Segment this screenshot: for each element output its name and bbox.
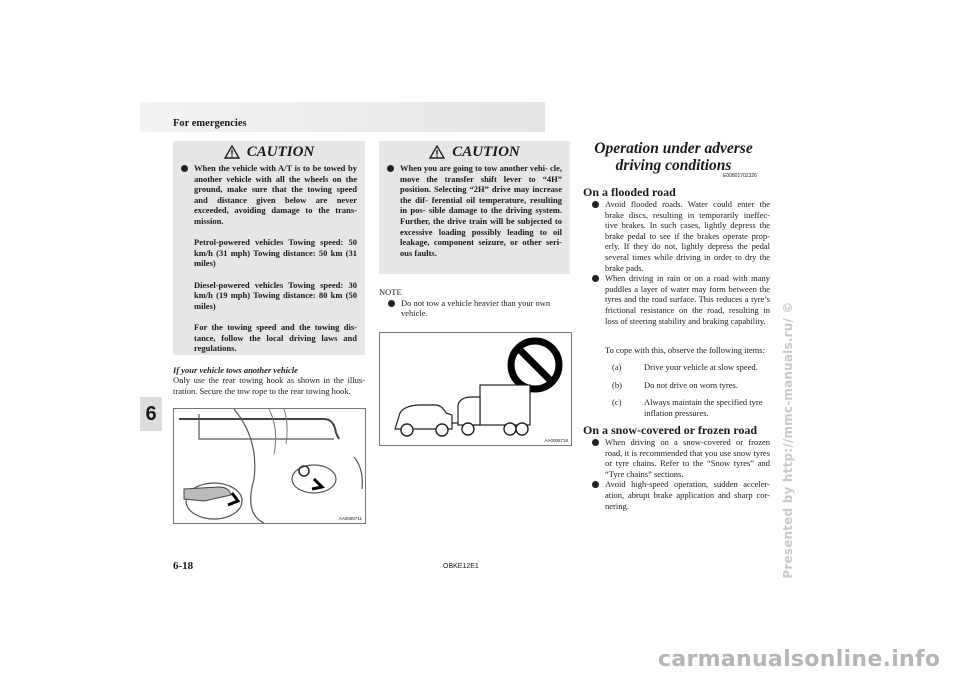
item-mark: (a) — [612, 362, 622, 372]
list-item — [612, 362, 770, 373]
item-text: Do not drive on worn tyres. — [644, 379, 738, 390]
watermark-text: Presented by http://mmc-manuals.ru/ © — [781, 301, 795, 579]
bullet-text: Avoid high-speed operation, sudden acceler- ation, abrupt brake application and sharp cor- nering. — [605, 479, 770, 511]
chapter-tab: 6 — [140, 397, 162, 431]
note — [379, 287, 570, 319]
list-item — [612, 380, 770, 391]
page-number: 6-18 — [173, 560, 194, 572]
list-item — [612, 397, 770, 418]
document-code: OBKE12E1 — [443, 563, 479, 570]
caution-header — [379, 141, 570, 163]
item-mark: (b) — [612, 379, 622, 390]
note-bullet — [379, 298, 570, 319]
note-label: NOTE — [379, 287, 402, 297]
caution-box-left — [173, 141, 365, 355]
item-mark: (c) — [612, 397, 622, 408]
snow-road-bullets — [592, 437, 770, 511]
bullet-dot-icon — [592, 201, 599, 208]
note-text: Do not tow a vehicle heavier than your own vehicle. — [401, 297, 551, 319]
flooded-intro: To cope with this, observe the following items: — [605, 345, 765, 355]
caution-paragraph: Petrol-powered vehicles Towing speed: 50 km/h (31 mph) Towing distance: 50 km (31 miles) — [194, 237, 357, 269]
caution-paragraph: For the towing speed and the towing dis- tance, follow the local driving laws and regulations. — [194, 321, 357, 354]
towing-text: Only use the rear towing hook as shown in the illus- tration. Secure the tow rope to the rear towing hook. — [173, 375, 365, 396]
figure-code: AA0065711 — [338, 516, 362, 521]
item-text: Always maintain the specified tyre inflation pressures. — [644, 397, 763, 418]
warning-triangle-icon — [429, 145, 445, 159]
caution-title: CAUTION — [452, 143, 520, 160]
towing-subheading: If your vehicle tows another vehicle — [173, 365, 298, 375]
bullet-dot-icon — [592, 481, 599, 488]
list-item — [592, 273, 770, 326]
caution-bullet — [173, 163, 365, 354]
bullet-text: When driving in rain or on a road with many puddles a layer of water may form between the tyres and the road surface. This reduces a tyre’s frictional resistance on the road, resulting in loss of steering stability and braking capability. — [605, 273, 770, 326]
caution-paragraph: When the vehicle with A/T is to be towed by another vehicle with all the wheels on the ground, make sure that the towing speed and distance given below are never exceeded, avoiding damage to the trans- mission. — [194, 163, 357, 226]
caution-header — [173, 141, 365, 163]
warning-triangle-icon — [224, 145, 240, 159]
bullet-dot-icon — [592, 275, 599, 282]
caution-text: When you are going to tow another vehi- cle, move the transfer shift lever to “4H” position. Selecting “2H” drive may increase the dif- ferential oil temperature, resulting in pos- sible damage to the driving system. Further, the drive train will be subjected to excessive loading possibly leading to oil leakage, component seizure, or other seri- ous faults. — [400, 163, 562, 258]
list-item — [592, 199, 770, 273]
figure-code: AA0008718 — [544, 438, 568, 443]
caution-paragraph: Diesel-powered vehicles Towing speed: 30 km/h (19 mph) Towing distance: 80 km (50 miles) — [194, 279, 357, 311]
list-item — [592, 479, 770, 511]
rear-towing-hook-illustration — [174, 409, 365, 523]
bullet-dot-icon — [387, 165, 394, 172]
bullet-dot-icon — [181, 165, 188, 172]
caution-box-middle — [379, 141, 570, 274]
section-code: E00801702326 — [723, 173, 757, 179]
flooded-items — [612, 362, 770, 425]
flooded-road-heading: On a flooded road — [583, 185, 676, 199]
bullet-dot-icon — [592, 439, 599, 446]
towing-prohibited-figure — [379, 332, 572, 446]
caution-text — [194, 163, 357, 354]
rear-towing-hook-figure — [173, 408, 366, 524]
watermark — [778, 301, 798, 579]
list-item — [592, 437, 770, 479]
bullet-text: When driving on a snow-covered or frozen road, it is recommended that you use snow tyres or tyre chains. Refer to the “Snow tyres” and “Tyre chains” sections. — [605, 437, 770, 479]
towing-prohibited-illustration — [380, 333, 571, 445]
site-logo: carmanualsonline.info — [658, 647, 941, 672]
caution-bullet — [379, 163, 570, 258]
caution-title: CAUTION — [246, 143, 315, 160]
flooded-road-bullets — [592, 199, 770, 326]
bullet-dot-icon — [388, 300, 395, 307]
bullet-text: Avoid flooded roads. Water could enter the brake discs, resulting in temporarily ineffec- tive brakes. In such cases, lightly depress the brake pedal to see if the brakes operate prop- erly. If they do not, lightly depress the pedal several times while driving in order to dry the brake pads. — [605, 199, 770, 273]
page-header-title: For emergencies — [173, 118, 247, 129]
snow-road-heading: On a snow-covered or frozen road — [583, 423, 758, 437]
section-title: Operation under adverse driving conditions — [594, 140, 753, 174]
item-text: Drive your vehicle at slow speed. — [644, 362, 758, 372]
